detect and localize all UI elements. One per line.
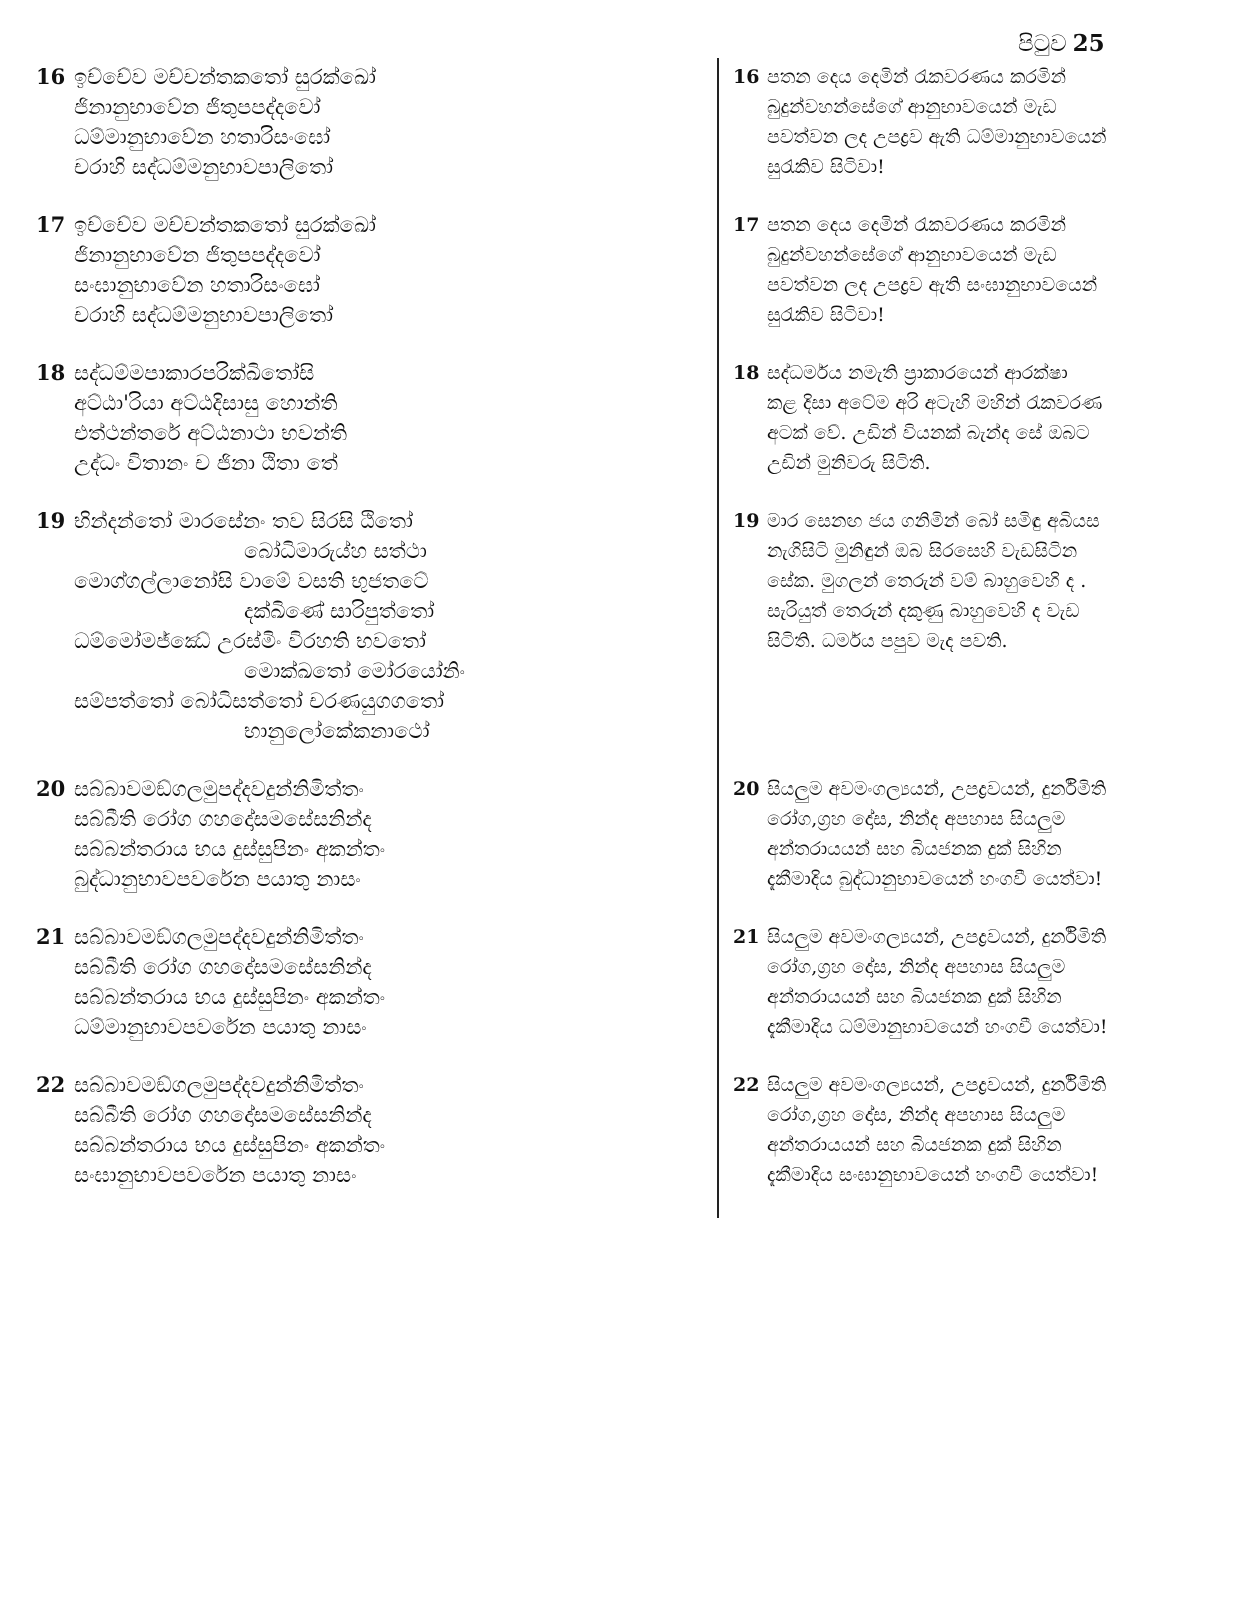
verse-line: සබ්බන්තරාය භය දුස්සුපිනං අකන්තං [74,837,386,861]
verse-line: සබ්බීති රෝග ගහදෝසමසේසනින්ද [74,807,372,831]
verse-line: සබ්බාවමඞ්ගලමුපද්දවදුන්නිමිත්තං [74,777,364,801]
verse-line: අන්තරායයන් සහ බියජනක දුක් සිහින [767,1134,1062,1156]
page-number [1018,30,1105,57]
verse-line: ධම්මානුභාවේන හතාරිසංඝෝ [74,125,331,149]
verse-line: සියලුම අවමංගල්‍යයන්, උපද්‍රවයන්, දුර්නිමිති [767,926,1107,948]
sinhala-verse-16 [733,62,1233,182]
verse-line: බුදුන්වහන්සේගේ ආනුභාවයෙන් මැඩ [767,244,1057,266]
verse-line: චරාහි සද්ධම්මනුභාවපාලිතෝ [74,155,334,179]
verse-line: ධම්මානුභාවපවරේන පයාතු නාසං [74,1015,367,1039]
sinhala-verse-21 [733,922,1233,1042]
verse-number: 20 [733,778,760,800]
verse-line: සංඝානුභාවපවරේන පයාතු නාසං [74,1163,357,1187]
verse-line: සබ්බාවමඞ්ගලමුපද්දවදුන්නිමිත්තං [74,925,364,949]
verse-line: පතන දෙය දෙමින් රැකවරණය කරමින් [767,214,1066,236]
verse-line: පවත්වන ලද උපද්‍රව ඇති සංඝානුභාවයෙන් [767,274,1098,296]
verse-line: දැකීමාදිය ධම්මානුභාවයෙන් හංගවී යෙත්වා! [767,1016,1108,1038]
verse-line: බුද්ධානුභාවපවරේන පයාතු නාසං [74,867,361,891]
verse-line: භින්දන්තෝ මාරසේනං තව සිරසි ඨිතෝ [74,509,413,533]
pali-verse-22 [36,1070,706,1190]
verse-line: උඩින් මුනිවරු සිටිති. [767,452,931,474]
verse-number: 22 [36,1072,66,1097]
page-number-value: 25 [1072,30,1105,57]
verse-number: 17 [36,212,66,237]
verse-line: පවත්වන ලද උපද්‍රව ඇති ධම්මානුභාවයෙන් [767,126,1107,148]
verse-line: සබ්බීති රෝග ගහදෝසමසේසනින්ද [74,1103,372,1127]
verse-line: සංඝානුභාවේන හතාරිසංඝෝ [74,273,320,297]
verse-line: ඉච්චේව මච්චන්තකතෝ සුරක්ඛෝ [74,213,376,237]
verse-number: 22 [733,1074,760,1096]
verse-line: මොක්ඛතෝ මෝරයෝනිං [244,659,466,683]
sinhala-verse-18 [733,358,1233,478]
verse-line: සබ්බන්තරාය භය දුස්සුපිනං අකන්තං [74,985,386,1009]
verse-line: පතන දෙය දෙමින් රැකවරණය කරමින් [767,66,1066,88]
verse-line: සුරැකිව සිටිවා! [767,156,885,178]
verse-line: සැරියුත් තෙරුන් දකුණු බාහුවෙහි ද වැඩ [767,600,1080,622]
verse-number: 19 [733,510,760,532]
pali-verse-16 [36,62,706,182]
verse-number: 18 [733,362,760,384]
verse-line: මාර සෙනඟ ජය ගනිමින් බෝ සමිඳු අබියස [767,510,1100,532]
column-divider [717,58,719,1218]
verse-line: බෝධිමාරුය්හ සත්ථා [244,539,427,563]
verse-number: 16 [36,64,66,89]
verse-line: සබ්බීති රෝග ගහදෝසමසේසනින්ද [74,955,372,979]
verse-line: රෝග,ග්‍රහ දෝස, නින්ද අපහාස සියලුම [767,808,1066,830]
verse-line: බුදුන්වහන්සේගේ ආනුභාවයෙන් මැඩ [767,96,1057,118]
verse-line: දක්ඛිණේ සාරිපුත්තෝ [244,599,435,623]
verse-line: සද්ධර්මය නමැති ප්‍රාකාරයෙන් ආරක්ෂා [767,362,1068,384]
verse-line: සිටිති. ධර්මය පපුව මැද පවති. [767,630,1008,652]
verse-number: 18 [36,360,66,385]
verse-line: රෝග,ග්‍රහ දෝස, නින්ද අපහාස සියලුම [767,1104,1066,1126]
verse-line: රෝග,ග්‍රහ දෝස, නින්ද අපහාස සියලුම [767,956,1066,978]
verse-line: දැකීමාදිය සංඝානුභාවයෙන් හංගවී යෙත්වා! [767,1164,1099,1186]
verse-line: සබ්බන්තරාය භය දුස්සුපිනං අකන්තං [74,1133,386,1157]
verse-line: චරාහි සද්ධම්මනුභාවපාලිතෝ [74,303,334,327]
verse-number: 19 [36,508,66,533]
verse-line: ඉච්චේව මච්චන්තකතෝ සුරක්ඛෝ [74,65,376,89]
verse-number: 21 [733,926,760,948]
verse-line: දැකීමාදිය බුද්ධානුභාවයෙන් හංගවී යෙත්වා! [767,868,1103,890]
verse-number: 21 [36,924,66,949]
verse-number: 16 [733,66,760,88]
pali-verse-19 [36,506,706,746]
verse-line: උද්ධං විතානං ච ජිනා ඨිතා තේ [74,451,338,475]
verse-line: සියලුම අවමංගල්‍යයන්, උපද්‍රවයන්, දුර්නිමිති [767,1074,1107,1096]
verse-line: සද්ධම්මපාකාරපරික්ඛිතෝසි [74,361,315,385]
pali-verse-18 [36,358,706,478]
sinhala-verse-22 [733,1070,1233,1190]
verse-line: සියලුම අවමංගල්‍යයන්, උපද්‍රවයන්, දුර්නිමිති [767,778,1107,800]
verse-number: 20 [36,776,66,801]
verse-number: 17 [733,214,760,236]
pali-verse-20 [36,774,706,894]
verse-line: ජිනානුභාවේන ජිතුපපද්දවෝ [74,95,321,119]
verse-line: සම්පත්තෝ බෝධිසත්තෝ චරණයුගගතෝ [74,689,445,713]
verse-line: කළ දිසා අටේම අරි අටැහි මහින් රැකවරණ [767,392,1103,414]
verse-line: භානුලෝකේකනාථෝ [244,719,430,743]
pali-verse-17 [36,210,706,330]
verse-line: ධම්මෝමජ්ඣේ උරස්මිං විරහති භවතෝ [74,629,426,653]
verse-line: ජිනානුභාවේන ජිතුපපද්දවෝ [74,243,321,267]
verse-line: එත්ථන්තරේ අට්ඨනාථා භවන්ති [74,421,347,445]
page-label: පිටුව [1018,31,1067,57]
verse-line: නැගිසිටි මුනිඳුන් ඔබ සිරසෙහි වැඩසිටින [767,540,1078,562]
verse-line: මොග්ගල්ලානෝසි වාමේ වසති භුජතටේ [74,569,429,593]
verse-line: අන්තරායයන් සහ බියජනක දුක් සිහින [767,986,1062,1008]
verse-line: සේක. මුගලන් තෙරුන් වම් බාහුවෙහි ද . [767,570,1087,592]
verse-line: අට්ඨා'රියා අට්ඨදිසාසු හොන්ති [74,391,338,415]
sinhala-verse-20 [733,774,1233,894]
verse-line: අන්තරායයන් සහ බියජනක දුක් සිහින [767,838,1062,860]
sinhala-verse-17 [733,210,1233,330]
sinhala-verse-19 [733,506,1233,656]
verse-line: සබ්බාවමඞ්ගලමුපද්දවදුන්නිමිත්තං [74,1073,364,1097]
verse-line: සුරැකිව සිටිවා! [767,304,885,326]
pali-verse-21 [36,922,706,1042]
verse-line: අටක් වේ. උඩින් වියනක් බැන්ද සේ ඔබට [767,422,1090,444]
